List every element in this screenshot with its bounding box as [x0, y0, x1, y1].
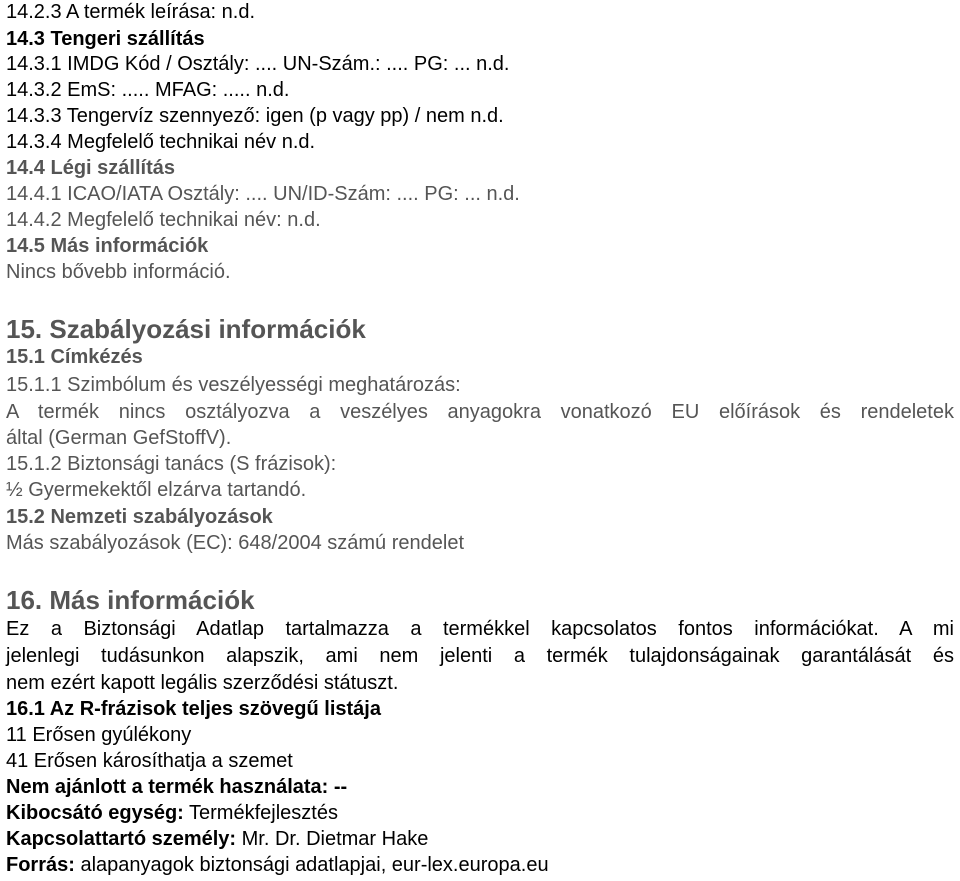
line-16-text-c: nem ezért kapott legális szerződési státuszt. [6, 672, 399, 694]
line-14-3-1: 14.3.1 IMDG Kód / Osztály: .... UN-Szám.: .... PG: ... n.d. [6, 53, 510, 75]
heading-16-1: 16.1 Az R-frázisok teljes szövegű listája [6, 698, 381, 720]
heading-14-3: 14.3 Tengeri szállítás [6, 28, 205, 50]
source-line [6, 853, 549, 877]
line-14-4-2: 14.4.2 Megfelelő technikai név: n.d. [6, 209, 321, 231]
heading-16: 16. Más információk [6, 585, 255, 615]
contact-value: Mr. Dr. Dietmar Hake [236, 828, 429, 850]
line-14-3-3: 14.3.3 Tengervíz szennyező: igen (p vagy pp) / nem n.d. [6, 105, 504, 127]
heading-15: 15. Szabályozási információk [6, 314, 366, 344]
contact-label: Kapcsolattartó személy: [6, 828, 237, 850]
line-15-2-text: Más szabályozások (EC): 648/2004 számú rendelet [6, 532, 465, 554]
line-16-text-a: Ez a Biztonsági Adatlap tartalmazza a termékkel kapcsolatos fontos információkat. A mi [6, 618, 954, 640]
contact-line [6, 827, 428, 851]
line-15-1-2: 15.1.2 Biztonsági tanács (S frázisok): [6, 453, 337, 475]
r-phrase-41: 41 Erősen károsíthatja a szemet [6, 750, 293, 772]
line-14-3-4: 14.3.4 Megfelelő technikai név n.d. [6, 131, 316, 153]
not-recommended-use: Nem ajánlott a termék használata: -- [6, 776, 348, 798]
heading-15-1: 15.1 Címkézés [6, 346, 143, 368]
source-label: Forrás: [6, 854, 75, 876]
line-15-1-2-text: ½ Gyermekektől elzárva tartandó. [6, 479, 307, 501]
line-14-5-text: Nincs bővebb információ. [6, 261, 231, 283]
line-14-4-1: 14.4.1 ICAO/IATA Osztály: .... UN/ID-Szám: .... PG: ... n.d. [6, 183, 520, 205]
heading-15-2: 15.2 Nemzeti szabályozások [6, 506, 273, 528]
heading-14-5: 14.5 Más információk [6, 235, 209, 257]
issuer-line [6, 801, 338, 825]
line-14-3-2: 14.3.2 EmS: ..... MFAG: ..... n.d. [6, 79, 290, 101]
line-15-1-1: 15.1.1 Szimbólum és veszélyességi meghatározás: [6, 374, 461, 396]
line-14-2-3: 14.2.3 A termék leírása: n.d. [6, 1, 256, 23]
source-value: alapanyagok biztonsági adatlapjai, eur-lex.europa.eu [74, 854, 549, 876]
line-15-1-1-text-b: által (German GefStoffV). [6, 427, 232, 449]
r-phrase-11: 11 Erősen gyúlékony [6, 724, 192, 746]
line-16-text-b: jelenlegi tudásunkon alapszik, ami nem jelenti a termék tulajdonságainak garantálását és [6, 645, 954, 667]
issuer-label: Kibocsátó egység: [6, 802, 184, 824]
line-15-1-1-text-a: A termék nincs osztályozva a veszélyes anyagokra vonatkozó EU előírások és rendeletek [6, 401, 954, 423]
issuer-value: Termékfejlesztés [183, 802, 338, 824]
heading-14-4: 14.4 Légi szállítás [6, 157, 175, 179]
